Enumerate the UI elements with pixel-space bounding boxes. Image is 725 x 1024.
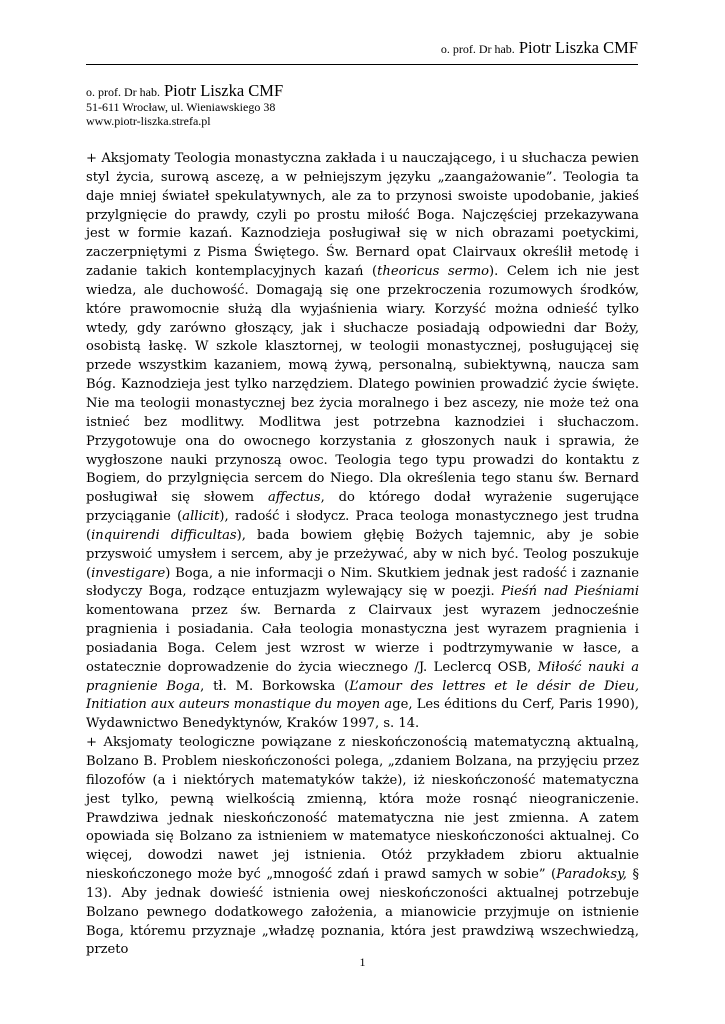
paragraph-bolzano-infinity — [86, 734, 639, 960]
header-author-name: Piotr Liszka CMF — [518, 38, 638, 57]
italic-run: theoricus sermo — [377, 264, 490, 280]
italic-run: Pieśń nad Pieśniami — [501, 584, 640, 600]
italic-run: Miłość nauki a pragnienie Boga — [86, 659, 639, 694]
author-name-line — [86, 81, 646, 100]
text-run: ), radość i słodycz. Praca teologa monastycznego jest trudna ( — [86, 509, 640, 543]
running-header — [86, 38, 638, 65]
street-address: 51-611 Wrocław, ul. Wieniawskiego 38 — [86, 99, 276, 114]
text-run: komentowana przez św. Bernarda z Clairvaux jest wyrazem jednocześnie pragnienia i posiadania. Cała teologia monastyczna jest wyrazem pragnienia i posiadania Boga. Celem jest wzrost w wierze i podtrzymywanie w łasce, a ostatecznie doprowadzenie do życia wiecznego /J. Leclercq OSB, — [86, 603, 639, 675]
header-author-title: o. prof. Dr hab. — [440, 42, 515, 56]
text-run: , tł. M. Borkowska ( — [200, 678, 350, 694]
document-body — [86, 150, 639, 960]
italic-run: L’amour des lettres et le désir de Dieu, Initiation aux auteurs monastique du moyen a — [86, 678, 639, 713]
text-run: + Aksjomaty teologiczne powiązane z nieskończonością matematyczną aktualną, Bolzano B. Problem nieskończoności polega, „zdaniem Bolzana, na przyjęciu przez filozofów (a i niektórych matematyków także), iż nieskończoność matematyczna jest tylko, pewną wielkością zmienną, która może rosnąć nieograniczenie. Prawdziwa jednak nieskończoność matematyczna nie jest zmienna. A zatem opowiada się Bolzano za istnieniem w matematyce nieskończoności aktualnej. Co więcej, dowodzi nawet jej istnienia. Otóż przykładem zbioru aktualnie nieskończonego może być „mnogość zdań i prawd samych w sobie” ( — [86, 735, 639, 883]
website-link[interactable]: www.piotr-liszka.strefa.pl — [86, 114, 211, 128]
author-title: o. prof. Dr hab. — [86, 85, 160, 99]
italic-run: investigare — [91, 565, 166, 581]
paragraph-monastic-theology — [86, 150, 639, 734]
text-run: ), bada bowiem głębię Bożych tajemnic, aby je sobie przyswoić umysłem i sercem, aby je przeżywać, aby w nich być. Teolog poszukuje ( — [86, 527, 639, 581]
text-run: + Aksjomaty Teologia monastyczna zakłada i u nauczającego, i u słuchacza pewien styl życia, surową ascezę, a w pełniejszym języku „zaangażowanie”. Teologia ta daje mniej świateł spekulatywnych, ale za to przynosi swoiste upodobanie, jakieś przylgnięcie do prawdy, czyli po prostu miłość Boga. Najczęściej przekazywana jest w formie kazań. Kaznodzieja posługiwał się w nich obrazami poetyckimi, zaczerpniętymi z Pisma Świętego. Św. Bernard opat Clairvaux określił metodę i zadanie takich kontemplacyjnych kazań ( — [86, 151, 639, 280]
text-run: ge, Les éditions du Cerf, Paris 1990), Wydawnictwo Benedyktynów, Kraków 1997, s. 14. — [86, 697, 639, 732]
italic-run: allicit — [182, 509, 220, 525]
text-run: ) Boga, a nie informacji o Nim. Skutkiem jednak jest radość i zaznanie słodyczy Boga, rodzące entuzjazm wylewający się w poezji. — [86, 565, 639, 600]
text-run: § 13). Aby jednak dowieść istnienia owej nieskończoności aktualnej potrzebuje Bolzano pewnego dodatkowego założenia, a mianowicie przyjmuje on istnienie Boga, któremu przyznaje „władzę poznania, która jest prawdziwą wszechwiedzą, przeto — [86, 867, 639, 958]
italic-run: inquirendi difficultas — [91, 527, 237, 543]
author-name: Piotr Liszka CMF — [163, 81, 284, 100]
page-number: 1 — [359, 955, 366, 969]
italic-run: Paradoksy, — [556, 867, 627, 883]
text-run: , do którego dodał wyrażenie sugerujące przyciąganie ( — [86, 490, 640, 525]
italic-run: affectus — [267, 490, 321, 506]
text-run: ). Celem ich nie jest wiedza, ale duchowość. Domagają się one przekroczenia rozumowych środków, które prawomocnie służą dla wyjaśnienia wiary. Korzyść można odnieść tylko wtedy, gdy zarówno głoszący, jak i słuchacze posiadają odpowiedni dar Boży, osobistą łaskę. W szkole klasztornej, w teologii monastycznej, posługującej się przede wszystkim kazaniem, mową żywą, personalną, subiektywną, naucza sam Bóg. Kaznodzieja jest tylko narzędziem. Dlatego powinien prowadzić życie święte. Nie ma teologii monastycznej bez życia moralnego i bez ascezy, nie może też ona istnieć bez modlitwy. Modlitwa jest potrzebna kaznodziei i słuchaczom. Przygotowuje ona do owocnego korzystania z głoszonych nauk i sprawia, że wygłoszone nauki przynoszą owoc. Teologia tego typu prowadzi do kontaktu z Bogiem, do przylgnięcia sercem do Niego. Dla określenia tego stanu św. Bernard posługiwał się słowem — [86, 264, 640, 506]
author-address-block — [86, 81, 646, 129]
